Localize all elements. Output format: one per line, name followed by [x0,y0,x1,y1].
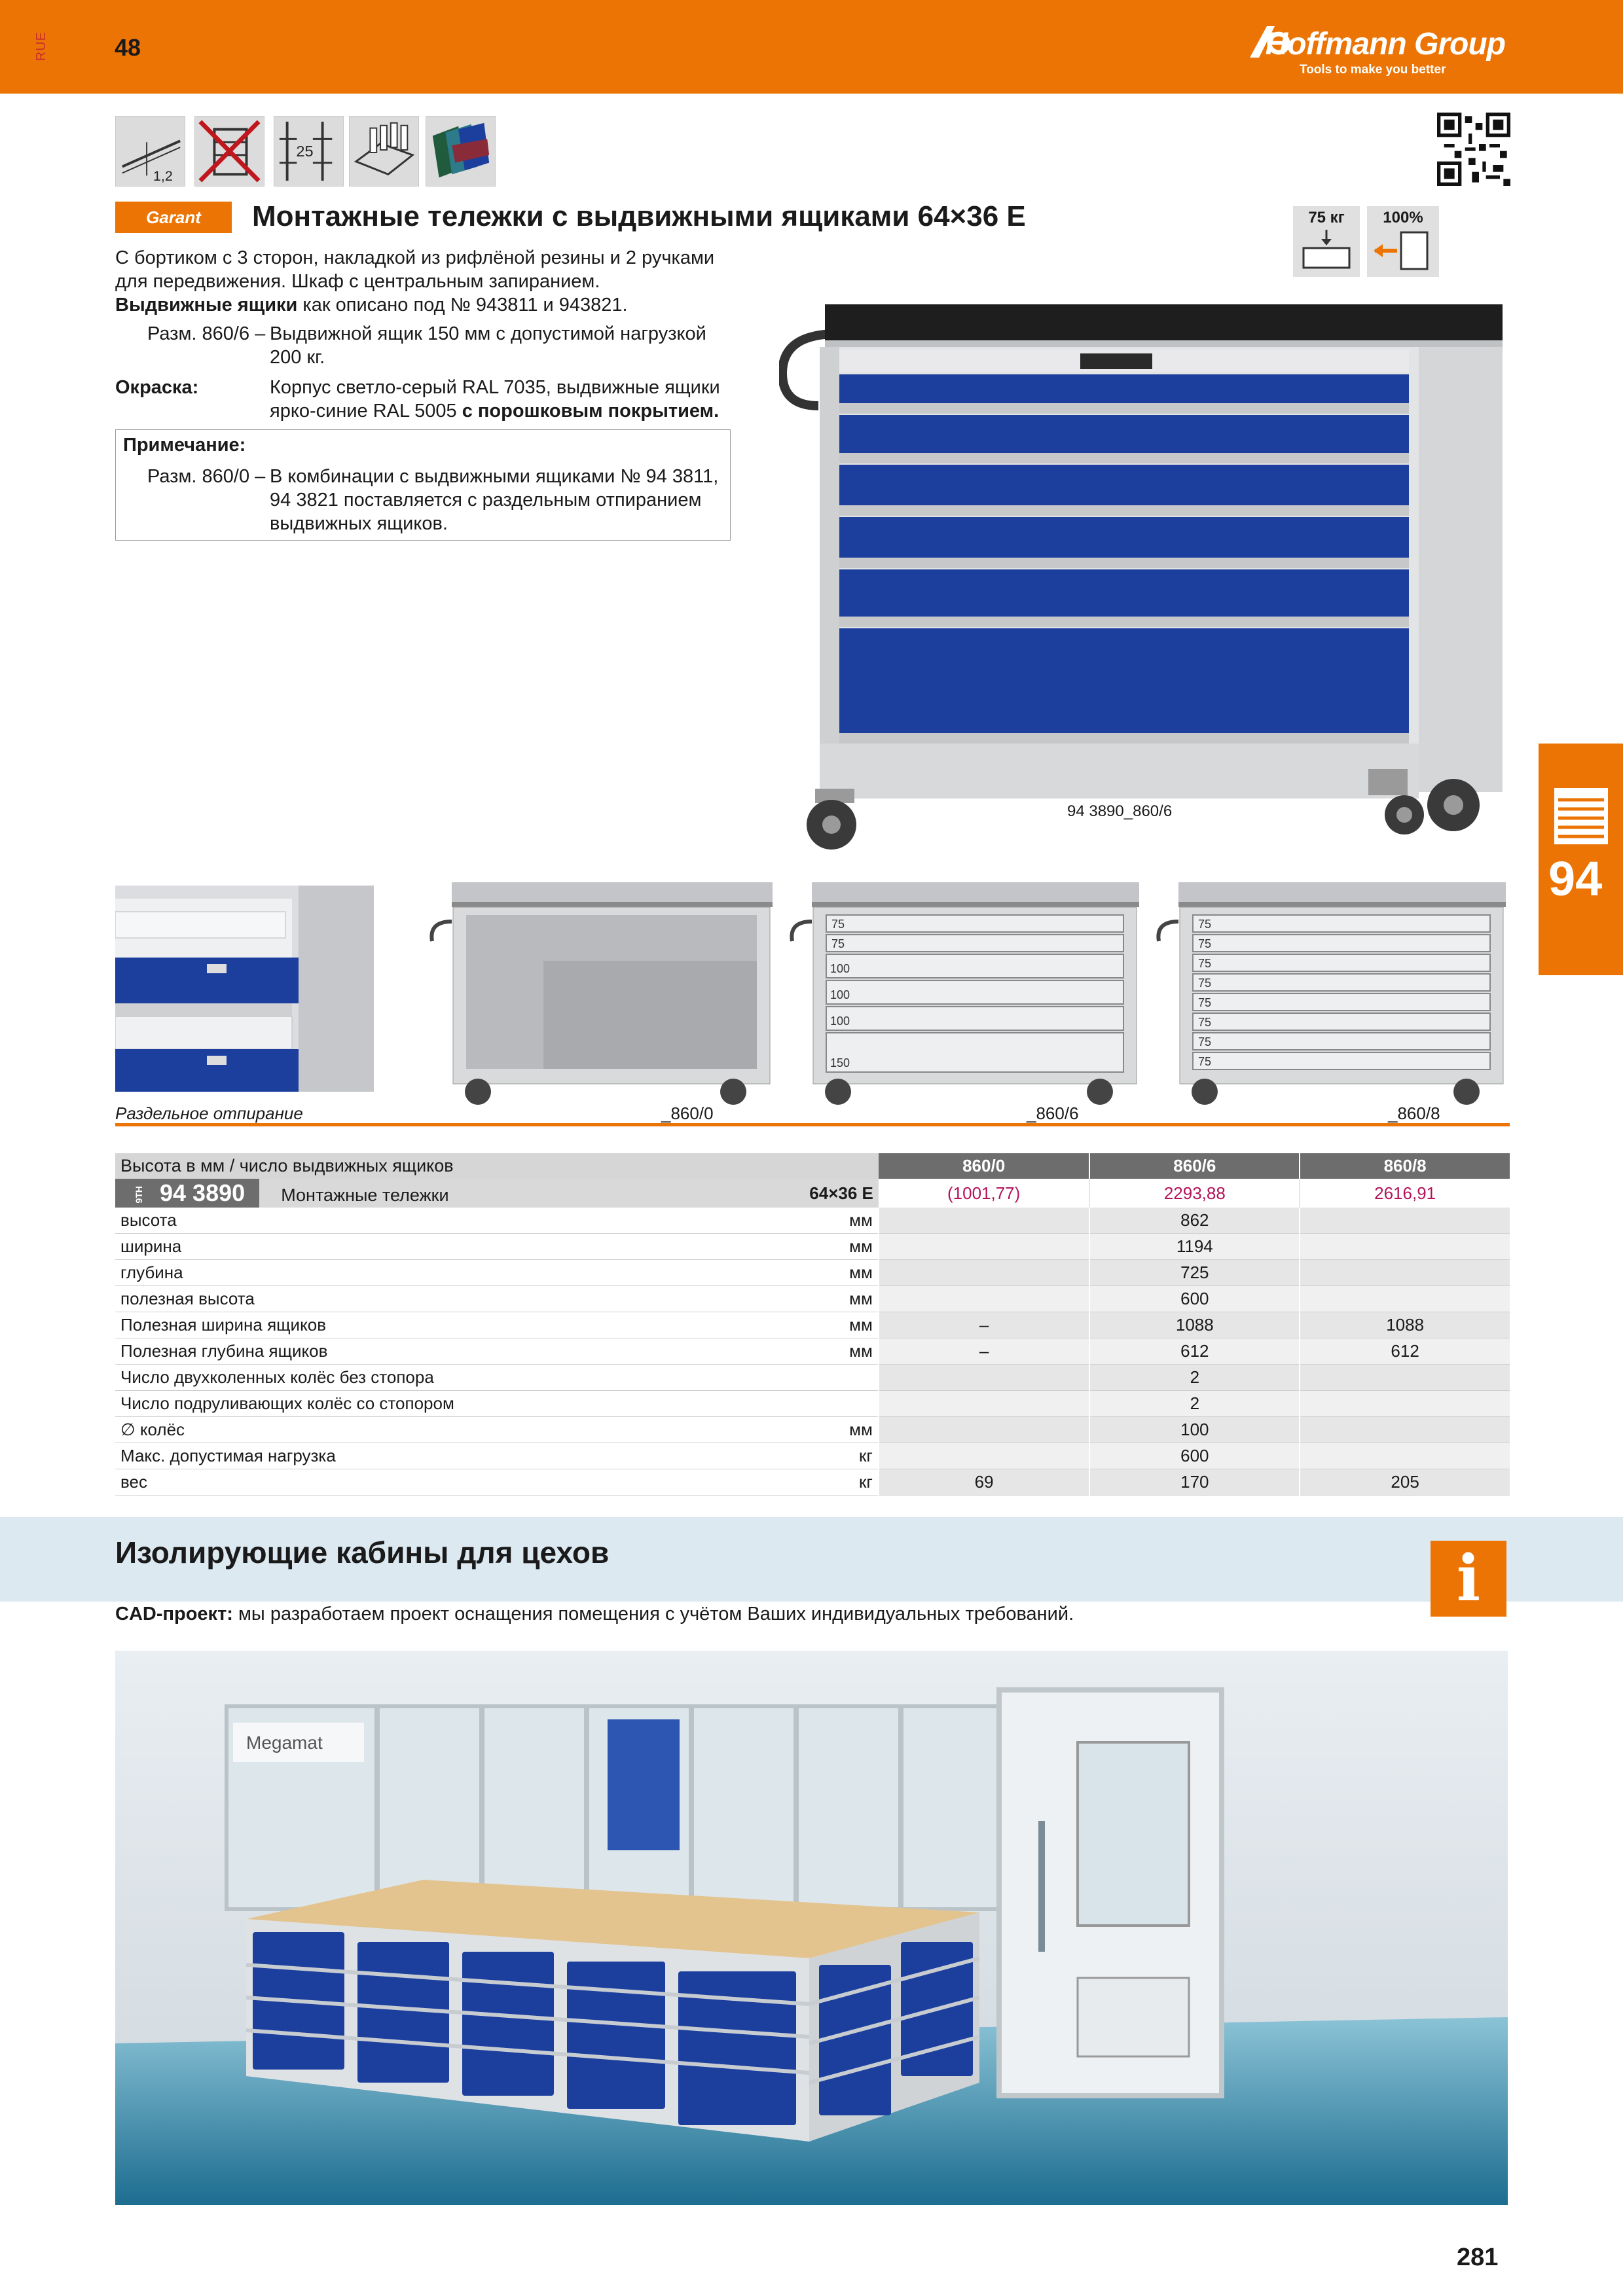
table-row [115,1469,1510,1496]
table-row [115,1338,1510,1365]
drawers-rest: как описано под № 943811 и 943821. [297,295,628,315]
drawer-label: 75 [1198,977,1212,990]
extension-badge-label: 100% [1383,209,1423,226]
chapter-number: 94 [1548,852,1603,906]
spec-name: глубина [115,1260,770,1286]
spec-value [879,1260,1090,1286]
price-860-6: 2293,88 [1089,1179,1300,1208]
spec-value [1300,1391,1510,1417]
caption-860-0: _860/0 [661,1103,714,1123]
drawer-label: 75 [831,918,845,931]
spec-rows [115,1208,1510,1496]
grid-25-icon [274,116,344,187]
size-label: Разм. 860/6 – [147,323,266,344]
spec-unit: мм [770,1286,879,1312]
spec-value: 2 [1089,1365,1300,1391]
load-badge [1293,206,1360,277]
spec-name: ширина [115,1234,770,1260]
spec-value: 612 [1089,1338,1300,1365]
table-row [115,1391,1510,1417]
drawer-label: 75 [1198,1016,1212,1029]
desc-line-1: С бортиком с 3 сторон, накладкой из рифлёной резины и 2 ручками [115,247,715,268]
spec-value [879,1365,1090,1391]
drawer-cabinet-icon [1553,787,1609,846]
spec-value: 1088 [1300,1312,1510,1338]
drawer-label: 75 [1198,1035,1212,1049]
table-product-name: Монтажные тележки [281,1185,449,1205]
note-title: Примечание: [123,435,246,456]
qr-code-icon[interactable] [1437,113,1510,186]
spec-name: высота [115,1208,770,1234]
paint-label: Окраска: [115,377,199,398]
drawer-dividers-icon [349,116,419,187]
table-row [115,1365,1510,1391]
cart-860-6-image [786,882,1146,1111]
workshop-cabin-image [115,1651,1508,2205]
sheet-thickness-icon [115,116,185,187]
cart-860-8-image [1152,882,1512,1111]
paint-text-1: Корпус светло-серый RAL 7035, выдвижные ящики [270,377,720,398]
load-badge-label: 75 кг [1308,209,1345,226]
thickness-label: 1,2 [153,168,173,185]
color-swatches-icon [426,116,496,187]
full-extension-icon [1372,230,1434,272]
spec-value [879,1286,1090,1312]
spec-value [879,1208,1090,1234]
main-product-image [779,281,1512,851]
table-row [115,1443,1510,1469]
table-top-rule [115,1123,1510,1126]
page-number-top: 48 [115,34,141,61]
spec-unit: кг [770,1469,879,1496]
grid-label: 25 [296,142,314,160]
spec-value: – [879,1312,1090,1338]
spec-name: Полезная глубина ящиков [115,1338,770,1365]
spec-value: 1088 [1089,1312,1300,1338]
caption-860-8: _860/8 [1388,1103,1440,1123]
price-row [115,1179,1510,1208]
drawers-reference [115,293,628,317]
spec-unit: мм [770,1312,879,1338]
spec-name: Макс. допустимая нагрузка [115,1443,770,1469]
spec-unit: мм [770,1260,879,1286]
table-row [115,1417,1510,1443]
spec-table [115,1153,1510,1496]
spec-name: Полезная ширина ящиков [115,1312,770,1338]
spec-value [1300,1208,1510,1234]
price-860-8: 2616,91 [1300,1179,1510,1208]
spec-value: 205 [1300,1469,1510,1496]
spec-value: 170 [1089,1469,1300,1496]
note-text-1: В комбинации с выдвижными ящиками № 94 3811, [270,466,719,487]
spec-unit: мм [770,1234,879,1260]
note-label: Разм. 860/0 – [147,466,266,487]
spec-value [879,1391,1090,1417]
room-sign: Megamat [246,1732,323,1753]
cad-text [115,1604,1074,1625]
cad-rest: мы разработаем проект оснащения помещения с учётом Ваших индивидуальных требований. [232,1604,1074,1624]
spec-value: 2 [1089,1391,1300,1417]
caption-860-6: _860/6 [1027,1103,1079,1123]
table-header-label: Высота в мм / число выдвижных ящиков [115,1153,879,1179]
paint-text-2b: с порошковым покрытием. [462,401,720,422]
table-product-size: 64×36 E [770,1179,879,1208]
spec-value: 600 [1089,1443,1300,1469]
separate-lock-caption: Раздельное отпирание [115,1103,303,1123]
drawer-label: 75 [1198,1055,1212,1068]
section-title: Изолирующие кабины для цехов [115,1535,610,1570]
spec-value: 69 [879,1469,1090,1496]
table-row [115,1312,1510,1338]
spec-unit: мм [770,1208,879,1234]
info-icon[interactable]: i [1431,1541,1506,1617]
spec-value [1300,1443,1510,1469]
note-text-2: 94 3821 поставляется с раздельным отпиранием [270,490,702,511]
col-860-6: 860/6 [1089,1153,1300,1179]
spec-unit: кг [770,1443,879,1469]
product-title: Монтажные тележки с выдвижными ящиками 64×36 E [252,200,1026,232]
brand-tagline: Tools to make you better [1300,63,1446,77]
spec-value: 1194 [1089,1234,1300,1260]
spec-value [1300,1260,1510,1286]
separate-lock-image [115,886,374,1092]
paint-text-2a: ярко-синие RAL 5005 [270,401,462,422]
extension-badge [1367,206,1439,277]
spec-name: ∅ колёс [115,1417,770,1443]
col-860-0: 860/0 [879,1153,1090,1179]
size-text-1: Выдвижной ящик 150 мм с допустимой нагрузкой [270,323,706,344]
spec-unit: мм [770,1338,879,1365]
table-row [115,1208,1510,1234]
spec-value [879,1417,1090,1443]
spec-name: Число двухколенных колёс без стопора [115,1365,770,1391]
article-number-badge [115,1179,259,1208]
price-860-0: (1001,77) [879,1179,1090,1208]
spec-value: – [879,1338,1090,1365]
spec-name: полезная высота [115,1286,770,1312]
spec-value [879,1234,1090,1260]
drawers-bold: Выдвижные ящики [115,295,298,315]
drawer-label: 150 [830,1056,850,1069]
table-row [115,1260,1510,1286]
table-row [115,1286,1510,1312]
shelf-load-icon [1300,230,1353,272]
no-climbing-icon [194,116,264,187]
spec-value: 612 [1300,1338,1510,1365]
article-prefix: 9TH [134,1186,144,1204]
cart-860-0-image [426,882,782,1111]
drawer-label: 100 [830,1014,850,1028]
spec-value [1300,1365,1510,1391]
spec-value [1300,1234,1510,1260]
main-image-caption: 94 3890_860/6 [1067,802,1173,820]
locale-code: RUE [34,31,48,62]
drawer-label: 75 [1198,918,1212,931]
spec-name: Число подруливающих колёс со стопором [115,1391,770,1417]
spec-unit [770,1365,879,1391]
article-number: 94 3890 [160,1179,246,1206]
desc-line-2: для передвижения. Шкаф с центральным запиранием. [115,271,600,292]
spec-value [879,1443,1090,1469]
spec-unit: мм [770,1417,879,1443]
note-text-3: выдвижных ящиков. [270,513,448,534]
col-860-8: 860/8 [1300,1153,1510,1179]
spec-unit [770,1391,879,1417]
spec-name: вес [115,1469,770,1496]
cad-bold: CAD-проект: [115,1604,233,1624]
brand-name: Hoffmann Group [1265,27,1505,62]
garant-badge: Garant [115,202,232,233]
spec-value [1300,1417,1510,1443]
spec-value: 862 [1089,1208,1300,1234]
paint-text-2 [270,399,719,423]
drawer-label: 100 [830,962,850,975]
table-row [115,1234,1510,1260]
spec-value [1300,1286,1510,1312]
drawer-label: 75 [1198,937,1212,950]
table-header-row [115,1153,1510,1179]
drawer-label: 75 [831,937,845,950]
page-number-bottom: 281 [1457,2244,1499,2271]
article-cell [115,1179,770,1208]
drawer-label: 75 [1198,996,1212,1009]
spec-value: 100 [1089,1417,1300,1443]
drawer-label: 75 [1198,957,1212,970]
spec-value: 725 [1089,1260,1300,1286]
spec-value: 600 [1089,1286,1300,1312]
drawer-label: 100 [830,988,850,1001]
size-text-2: 200 кг. [270,347,325,368]
